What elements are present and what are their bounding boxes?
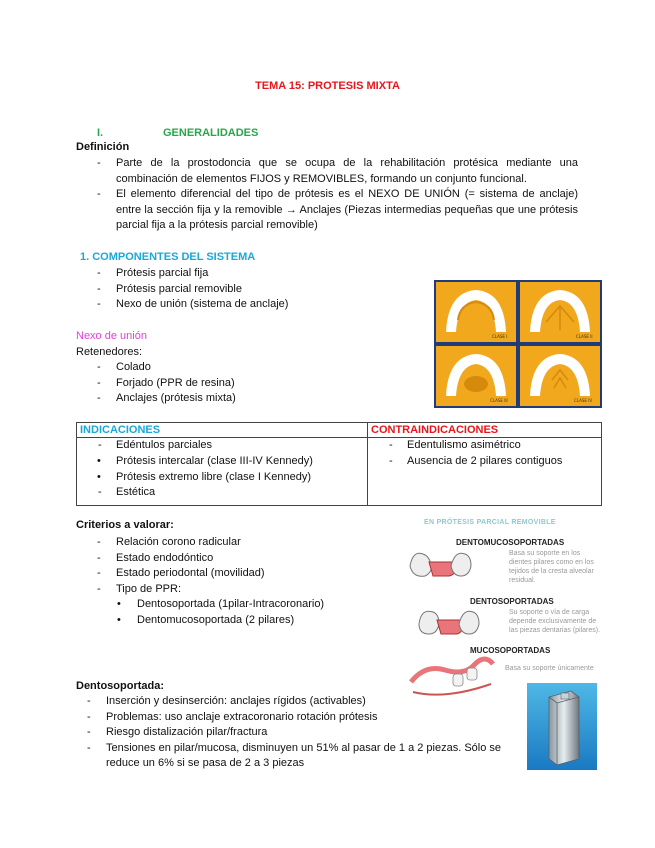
arch-label: CLASE IV (574, 398, 593, 403)
list-item: - Forjado (PPR de resina) (94, 376, 394, 392)
list-item: • Prótesis intercalar (clase III-IV Kennedy) (80, 454, 364, 470)
arch-clase-3 (436, 346, 516, 406)
ppr-type-desc: Basa su soporte únicamente (505, 665, 594, 672)
definicion-list (94, 156, 578, 234)
kennedy-arches-figure (434, 280, 602, 408)
arch-clase-4 (520, 346, 600, 406)
list-item: - Prótesis parcial removible (94, 282, 414, 298)
contraindicaciones-header: CONTRAINDICACIONES (368, 423, 602, 438)
componentes-heading: 1. COMPONENTES DEL SISTEMA (80, 251, 256, 263)
list-item: • Prótesis extremo libre (clase I Kennedy) (80, 470, 364, 486)
retenedores-list (94, 360, 394, 407)
criterios-heading: Criterios a valorar: (76, 519, 174, 531)
ppr-muco-illustration (411, 659, 493, 695)
arch-label: CLASE I (492, 334, 508, 339)
list-item: - Riesgo distalización pilar/fractura (84, 725, 522, 741)
list-item: - Colado (94, 360, 394, 376)
list-item: - Tipo de PPR: (94, 582, 394, 598)
indicaciones-header: INDICACIONES (77, 423, 368, 438)
ppr-dento-illustration (419, 611, 479, 634)
ppr-banner: EN PRÓTESIS PARCIAL REMOVIBLE (424, 519, 556, 526)
list-item: • Dentosoportada (1pilar-Intracoronario) (115, 597, 405, 613)
list-item: - Estado endodóntico (94, 551, 394, 567)
list-item: - El elemento diferencial del tipo de prótesis es el NEXO DE UNIÓN (= sistema de anclaje) entre la sección fija y la removible → Anclajes (Piezas intermedias pequeñas que une prótesis parcial fija a la prótesis parcial removible) (94, 187, 578, 234)
list-item: - Edéntulos parciales (80, 438, 364, 454)
contraindicaciones-cell (368, 438, 602, 506)
ppr-dentomuco-illustration (410, 553, 471, 576)
list-item: - Estética (80, 485, 364, 501)
list-item: - Nexo de unión (sistema de anclaje) (94, 297, 414, 313)
dentosoportada-list (84, 694, 522, 772)
arch-clase-1 (436, 282, 516, 342)
list-item: - Ausencia de 2 pilares contiguos (371, 454, 598, 470)
section-title: GENERALIDADES (163, 127, 259, 139)
arch-clase-2 (520, 282, 600, 342)
page-title: TEMA 15: PROTESIS MIXTA (255, 80, 400, 92)
ppr-type-desc: Su soporte o vía de carga depende exclusivamente de las piezas dentarias (pilares). (509, 609, 601, 634)
componentes-list (94, 266, 414, 313)
nexo-heading: Nexo de unión (76, 330, 147, 342)
ppr-type-name: DENTOSOPORTADAS (470, 597, 554, 606)
retenedores-label: Retenedores: (76, 346, 143, 358)
list-item: - Problemas: uso anclaje extracoronario rotación prótesis (84, 710, 522, 726)
section-number: I. (97, 127, 104, 139)
ppr-type-name: MUCOSOPORTADAS (470, 646, 551, 655)
definicion-heading: Definición (76, 141, 130, 153)
list-item: - Inserción y desinserción: anclajes rígidos (activables) (84, 694, 522, 710)
list-item: - Parte de la prostodoncia que se ocupa de la rehabilitación protésica mediante una combinación de elementos FIJOS y REMOVIBLES, formando un conjunto funcional. (94, 156, 578, 187)
indications-table (76, 422, 602, 506)
list-item: - Anclajes (prótesis mixta) (94, 391, 394, 407)
arch-label: CLASE III (490, 398, 508, 403)
arch-label: CLASE II (576, 334, 593, 339)
ppr-type-name: DENTOMUCOSOPORTADAS (456, 538, 565, 547)
anclaje-illustration (527, 683, 597, 770)
dentosoportada-heading: Dentosoportada: (76, 680, 164, 692)
tipo-ppr-list (115, 597, 405, 628)
list-item: • Dentomucosoportada (2 pilares) (115, 613, 405, 629)
list-item: - Tensiones en pilar/mucosa, disminuyen un 51% al pasar de 1 a 2 piezas. Sólo se reduce un 6% si se pasa de 2 a 3 piezas (84, 741, 522, 772)
list-item: - Edentulismo asimétrico (371, 438, 598, 454)
ppr-type-desc: Basa su soporte en los dientes pilares como en los tejidos de la cresta alveolar residual. (509, 550, 594, 584)
indicaciones-cell (77, 438, 368, 506)
list-item: - Prótesis parcial fija (94, 266, 414, 282)
criterios-list (94, 535, 394, 597)
list-item: - Relación corono radicular (94, 535, 394, 551)
list-item: - Estado periodontal (movilidad) (94, 566, 394, 582)
